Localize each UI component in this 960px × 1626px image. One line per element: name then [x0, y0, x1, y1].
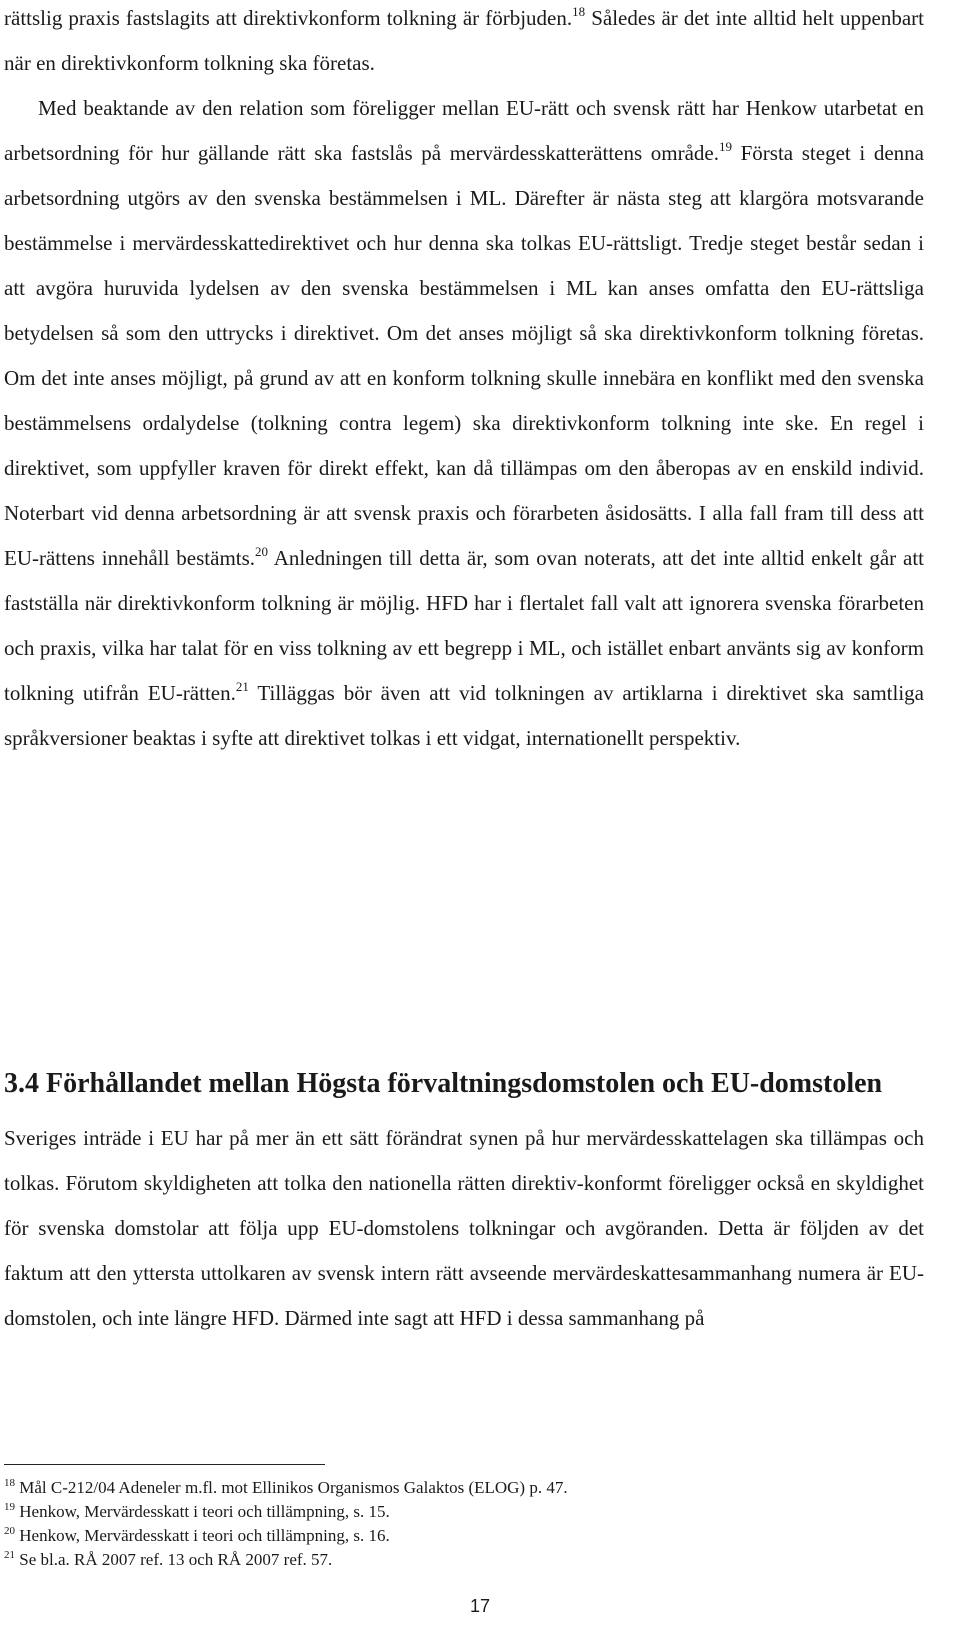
paragraph-text: Med beaktande av den relation som föreligger mellan EU-rätt och svensk rätt har Henkow utarbetat en arbetsordning för hur gällande rätt ska fastslås på mervärdesskatterättens område. [4, 96, 924, 165]
footnote-number: 18 [4, 1477, 15, 1489]
footnote-item [4, 1500, 924, 1524]
paragraph-text: Tilläggas bör även att vid tolkningen av artiklarna i direktivet ska samtliga språkversioner beaktas i syfte att direktivet tolkas i ett vidgat, internationellt perspektiv. [4, 681, 924, 750]
footnote-item [4, 1548, 924, 1572]
footnote-item [4, 1476, 924, 1500]
paragraph-text: Således är det inte alltid helt uppenbart när en direktivkonform tolkning ska företas. [4, 6, 924, 75]
paragraph-text: Första steget i denna arbetsordning utgörs av den svenska bestämmelsen i ML. Därefter är nästa steg att klargöra motsvarande bestämmelse i mervärdesskattedirektivet och hur denna ska tolkas EU-rättsligt. Tredje steget består sedan i att avgöra huruvida lydelsen av den svenska bestämmelsen i ML kan anses omfatta den EU-rättsliga betydelsen så som den uttrycks i direktivet. Om det anses möjligt så ska direktivkonform tolkning företas. Om det inte anses möjligt, på grund av att en konform tolkning skulle innebära en konflikt med den svenska bestämmelsens ordalydelse (tolkning contra legem) ska direktivkonform tolkning inte ske. En regel i direktivet, som uppfyller kraven för direkt effekt, kan då tillämpas om den åberopas av en enskild individ. Noterbart vid denna arbetsordning är att svensk praxis och förarbeten åsidosätts. I alla fall fram till dess att EU-rättens innehåll bestämts. [4, 141, 924, 570]
footnote-number: 21 [4, 1549, 15, 1561]
paragraph-work-order [4, 86, 924, 761]
footnotes-list [4, 1476, 924, 1572]
section-heading: 3.4 Förhållandet mellan Högsta förvaltningsdomstolen och EU-domstolen [4, 1068, 883, 1099]
paragraph-text: rättslig praxis fastslagits att direktivkonform tolkning är förbjuden. [4, 6, 573, 30]
footnote-text: Mål C-212/04 Adeneler m.fl. mot Ellinikos Organismos Galaktos (ELOG) p. 47. [19, 1478, 568, 1497]
paragraph-text: Anledningen till detta är, som ovan noterats, att det inte alltid enkelt går att fastställa när direktivkonform tolkning är möjlig. HFD har i flertalet fall valt att ignorera svenska förarbeten och praxis, vilka har talat för en viss tolkning av ett begrepp i ML, och istället enbart använts sig av konform tolkning utifrån EU-rätten. [4, 546, 924, 705]
paragraph-section-intro: Sveriges inträde i EU har på mer än ett sätt förändrat synen på hur mervärdesskattelagen ska tillämpas och tolkas. Förutom skyldigheten att tolka den nationella rätten direktiv-konformt föreligger också en skyldighet för svenska domstolar att följa upp EU-domstolens tolkningar och avgöranden. Detta är följden av det faktum att den yttersta uttolkaren av svensk intern rätt avseende mervärdeskattesammanhang numera är EU-domstolen, och inte längre HFD. Därmed inte sagt att HFD i dessa sammanhang på [4, 1126, 924, 1330]
footnote-number: 19 [4, 1501, 15, 1513]
footnote-ref[interactable]: 19 [719, 139, 732, 154]
footnote-ref[interactable]: 21 [235, 679, 249, 694]
footnote-number: 20 [4, 1525, 15, 1537]
footnote-text: Henkow, Mervärdesskatt i teori och tillämpning, s. 15. [19, 1502, 390, 1521]
footnote-divider [4, 1464, 325, 1465]
footnote-text: Se bl.a. RÅ 2007 ref. 13 och RÅ 2007 ref. 57. [19, 1550, 333, 1569]
footnote-ref[interactable]: 18 [572, 4, 586, 19]
footnote-ref[interactable]: 20 [255, 544, 269, 559]
paragraph-continued [4, 0, 924, 86]
page-number: 17 [469, 1596, 491, 1616]
footnote-text: Henkow, Mervärdesskatt i teori och tillämpning, s. 16. [19, 1526, 390, 1545]
footnote-item [4, 1524, 924, 1548]
